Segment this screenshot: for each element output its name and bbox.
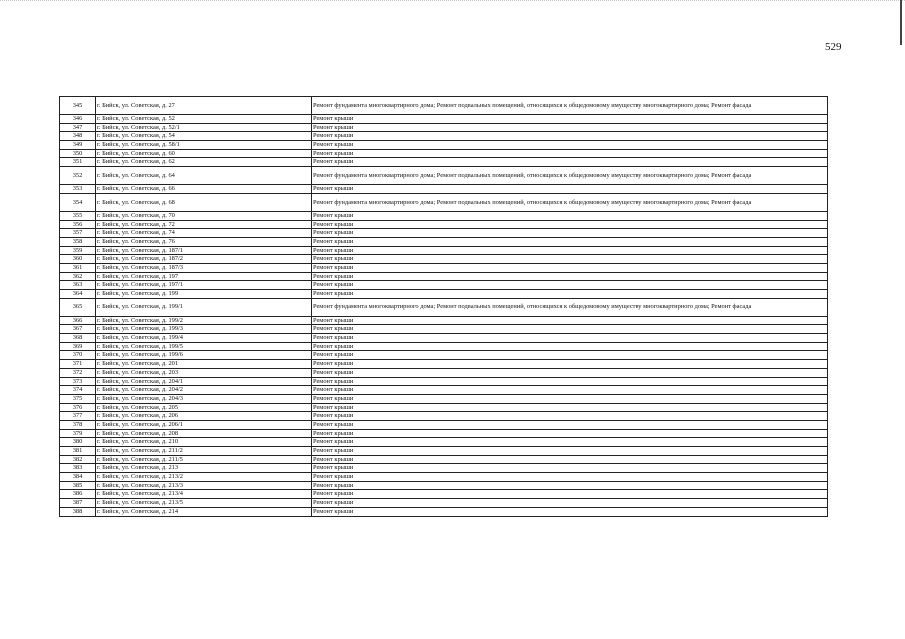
address-cell: г. Бийск, ул. Советская, д. 74: [96, 229, 312, 238]
table-row: [60, 97, 828, 115]
row-number-cell: 382: [60, 455, 96, 464]
table-row: [60, 377, 828, 386]
address-cell: г. Бийск, ул. Советская, д. 199: [96, 290, 312, 299]
work-type-cell: Ремонт крыши: [312, 429, 828, 438]
address-cell: г. Бийск, ул. Советская, д. 60: [96, 149, 312, 158]
table-row: [60, 394, 828, 403]
row-number-cell: 362: [60, 272, 96, 281]
table-row: [60, 447, 828, 456]
work-type-cell: Ремонт крыши: [312, 412, 828, 421]
address-cell: г. Бийск, ул. Советская, д. 210: [96, 438, 312, 447]
table-row: [60, 141, 828, 150]
work-type-cell: Ремонт крыши: [312, 438, 828, 447]
work-type-cell: Ремонт крыши: [312, 377, 828, 386]
table-row: [60, 255, 828, 264]
row-number-cell: 378: [60, 420, 96, 429]
row-number-cell: 366: [60, 316, 96, 325]
work-type-cell: Ремонт крыши: [312, 499, 828, 508]
address-cell: г. Бийск, ул. Советская, д. 54: [96, 132, 312, 141]
address-cell: г. Бийск, ул. Советская, д. 211/2: [96, 447, 312, 456]
address-cell: г. Бийск, ул. Советская, д. 72: [96, 220, 312, 229]
address-cell: г. Бийск, ул. Советская, д. 27: [96, 97, 312, 115]
address-cell: г. Бийск, ул. Советская, д. 197: [96, 272, 312, 281]
address-cell: г. Бийск, ул. Советская, д. 187/2: [96, 255, 312, 264]
address-cell: г. Бийск, ул. Советская, д. 52: [96, 115, 312, 124]
address-cell: г. Бийск, ул. Советская, д. 187/1: [96, 246, 312, 255]
table-row: [60, 115, 828, 124]
row-number-cell: 377: [60, 412, 96, 421]
table-row: [60, 123, 828, 132]
row-number-cell: 372: [60, 368, 96, 377]
row-number-cell: 345: [60, 97, 96, 115]
work-type-cell: Ремонт крыши: [312, 351, 828, 360]
address-cell: г. Бийск, ул. Советская, д. 199/3: [96, 325, 312, 334]
work-type-cell: Ремонт крыши: [312, 507, 828, 516]
row-number-cell: 346: [60, 115, 96, 124]
address-cell: г. Бийск, ул. Советская, д. 211/5: [96, 455, 312, 464]
table-row: [60, 167, 828, 185]
work-type-cell: Ремонт фундамента многоквартирного дома; Ремонт подвальных помещений, относящихся к общедомовому имуществу многоквартирного дома; Ремонт фасада: [312, 167, 828, 185]
scan-top-edge: [0, 0, 905, 4]
address-cell: г. Бийск, ул. Советская, д. 204/3: [96, 394, 312, 403]
table-row: [60, 237, 828, 246]
table-row: [60, 368, 828, 377]
address-cell: г. Бийск, ул. Советская, д. 206/1: [96, 420, 312, 429]
work-type-cell: Ремонт фундамента многоквартирного дома; Ремонт подвальных помещений, относящихся к общедомовому имуществу многоквартирного дома; Ремонт фасада: [312, 97, 828, 115]
table-row: [60, 316, 828, 325]
work-type-cell: Ремонт крыши: [312, 158, 828, 167]
table-row: [60, 290, 828, 299]
table-row: [60, 351, 828, 360]
row-number-cell: 369: [60, 342, 96, 351]
table-row: [60, 193, 828, 211]
address-cell: г. Бийск, ул. Советская, д. 199/1: [96, 298, 312, 316]
row-number-cell: 357: [60, 229, 96, 238]
row-number-cell: 349: [60, 141, 96, 150]
work-type-cell: Ремонт крыши: [312, 290, 828, 299]
table-row: [60, 158, 828, 167]
address-cell: г. Бийск, ул. Советская, д. 199/4: [96, 334, 312, 343]
address-cell: г. Бийск, ул. Советская, д. 208: [96, 429, 312, 438]
address-cell: г. Бийск, ул. Советская, д. 213/5: [96, 499, 312, 508]
row-number-cell: 355: [60, 211, 96, 220]
table-row: [60, 420, 828, 429]
table-row: [60, 246, 828, 255]
table-row: [60, 507, 828, 516]
work-type-cell: Ремонт крыши: [312, 255, 828, 264]
table-row: [60, 473, 828, 482]
table-row: [60, 281, 828, 290]
work-type-cell: Ремонт крыши: [312, 281, 828, 290]
address-cell: г. Бийск, ул. Советская, д. 201: [96, 360, 312, 369]
work-type-cell: Ремонт крыши: [312, 386, 828, 395]
work-type-cell: Ремонт крыши: [312, 220, 828, 229]
row-number-cell: 381: [60, 447, 96, 456]
address-cell: г. Бийск, ул. Советская, д. 213/4: [96, 490, 312, 499]
row-number-cell: 354: [60, 193, 96, 211]
row-number-cell: 387: [60, 499, 96, 508]
address-cell: г. Бийск, ул. Советская, д. 206: [96, 412, 312, 421]
work-type-cell: Ремонт крыши: [312, 403, 828, 412]
work-type-cell: Ремонт крыши: [312, 237, 828, 246]
row-number-cell: 375: [60, 394, 96, 403]
address-cell: г. Бийск, ул. Советская, д. 62: [96, 158, 312, 167]
address-cell: г. Бийск, ул. Советская, д. 187/3: [96, 263, 312, 272]
row-number-cell: 383: [60, 464, 96, 473]
table-row: [60, 412, 828, 421]
work-type-cell: Ремонт крыши: [312, 316, 828, 325]
address-cell: г. Бийск, ул. Советская, д. 204/1: [96, 377, 312, 386]
row-number-cell: 379: [60, 429, 96, 438]
address-cell: г. Бийск, ул. Советская, д. 66: [96, 185, 312, 194]
work-type-cell: Ремонт крыши: [312, 368, 828, 377]
row-number-cell: 361: [60, 263, 96, 272]
work-type-cell: Ремонт крыши: [312, 481, 828, 490]
row-number-cell: 364: [60, 290, 96, 299]
register-table-body: [60, 97, 828, 517]
address-cell: г. Бийск, ул. Советская, д. 58/1: [96, 141, 312, 150]
row-number-cell: 370: [60, 351, 96, 360]
row-number-cell: 359: [60, 246, 96, 255]
table-row: [60, 438, 828, 447]
address-cell: г. Бийск, ул. Советская, д. 52/1: [96, 123, 312, 132]
table-row: [60, 272, 828, 281]
table-row: [60, 325, 828, 334]
table-row: [60, 298, 828, 316]
address-cell: г. Бийск, ул. Советская, д. 64: [96, 167, 312, 185]
scan-right-edge: [900, 0, 902, 45]
address-cell: г. Бийск, ул. Советская, д. 70: [96, 211, 312, 220]
row-number-cell: 363: [60, 281, 96, 290]
row-number-cell: 348: [60, 132, 96, 141]
row-number-cell: 367: [60, 325, 96, 334]
work-type-cell: Ремонт крыши: [312, 342, 828, 351]
address-cell: г. Бийск, ул. Советская, д. 213/2: [96, 473, 312, 482]
work-type-cell: Ремонт крыши: [312, 325, 828, 334]
table-row: [60, 229, 828, 238]
work-type-cell: Ремонт крыши: [312, 490, 828, 499]
work-type-cell: Ремонт крыши: [312, 115, 828, 124]
table-row: [60, 499, 828, 508]
row-number-cell: 373: [60, 377, 96, 386]
work-type-cell: Ремонт крыши: [312, 263, 828, 272]
work-type-cell: Ремонт крыши: [312, 447, 828, 456]
work-type-cell: Ремонт крыши: [312, 123, 828, 132]
work-type-cell: Ремонт крыши: [312, 149, 828, 158]
table-row: [60, 185, 828, 194]
table-row: [60, 334, 828, 343]
row-number-cell: 347: [60, 123, 96, 132]
table-row: [60, 132, 828, 141]
table-row: [60, 263, 828, 272]
work-type-cell: Ремонт крыши: [312, 360, 828, 369]
table-row: [60, 490, 828, 499]
work-type-cell: Ремонт крыши: [312, 334, 828, 343]
address-cell: г. Бийск, ул. Советская, д. 204/2: [96, 386, 312, 395]
work-type-cell: Ремонт фундамента многоквартирного дома; Ремонт подвальных помещений, относящихся к общедомовому имуществу многоквартирного дома; Ремонт фасада: [312, 193, 828, 211]
row-number-cell: 388: [60, 507, 96, 516]
table-row: [60, 342, 828, 351]
address-cell: г. Бийск, ул. Советская, д. 214: [96, 507, 312, 516]
table-row: [60, 403, 828, 412]
row-number-cell: 368: [60, 334, 96, 343]
row-number-cell: 374: [60, 386, 96, 395]
table-row: [60, 360, 828, 369]
address-cell: г. Бийск, ул. Советская, д. 213: [96, 464, 312, 473]
work-type-cell: Ремонт крыши: [312, 211, 828, 220]
work-type-cell: Ремонт крыши: [312, 420, 828, 429]
address-cell: г. Бийск, ул. Советская, д. 199/2: [96, 316, 312, 325]
work-type-cell: Ремонт крыши: [312, 272, 828, 281]
work-type-cell: Ремонт крыши: [312, 185, 828, 194]
address-cell: г. Бийск, ул. Советская, д. 205: [96, 403, 312, 412]
work-type-cell: Ремонт крыши: [312, 141, 828, 150]
register-table: [59, 96, 828, 517]
row-number-cell: 360: [60, 255, 96, 264]
work-type-cell: Ремонт крыши: [312, 229, 828, 238]
row-number-cell: 351: [60, 158, 96, 167]
table-row: [60, 220, 828, 229]
table-row: [60, 386, 828, 395]
work-type-cell: Ремонт крыши: [312, 473, 828, 482]
table-row: [60, 429, 828, 438]
row-number-cell: 350: [60, 149, 96, 158]
table-row: [60, 149, 828, 158]
address-cell: г. Бийск, ул. Советская, д. 76: [96, 237, 312, 246]
work-type-cell: Ремонт крыши: [312, 246, 828, 255]
work-type-cell: Ремонт крыши: [312, 132, 828, 141]
work-type-cell: Ремонт крыши: [312, 455, 828, 464]
row-number-cell: 353: [60, 185, 96, 194]
row-number-cell: 380: [60, 438, 96, 447]
work-type-cell: Ремонт крыши: [312, 464, 828, 473]
page-number: 529: [825, 41, 842, 53]
row-number-cell: 385: [60, 481, 96, 490]
table-row: [60, 464, 828, 473]
row-number-cell: 376: [60, 403, 96, 412]
address-cell: г. Бийск, ул. Советская, д. 213/3: [96, 481, 312, 490]
row-number-cell: 384: [60, 473, 96, 482]
row-number-cell: 365: [60, 298, 96, 316]
work-type-cell: Ремонт крыши: [312, 394, 828, 403]
row-number-cell: 356: [60, 220, 96, 229]
work-type-cell: Ремонт фундамента многоквартирного дома; Ремонт подвальных помещений, относящихся к общедомовому имуществу многоквартирного дома; Ремонт фасада: [312, 298, 828, 316]
table-row: [60, 481, 828, 490]
address-cell: г. Бийск, ул. Советская, д. 203: [96, 368, 312, 377]
address-cell: г. Бийск, ул. Советская, д. 68: [96, 193, 312, 211]
row-number-cell: 352: [60, 167, 96, 185]
address-cell: г. Бийск, ул. Советская, д. 199/5: [96, 342, 312, 351]
address-cell: г. Бийск, ул. Советская, д. 197/1: [96, 281, 312, 290]
table-row: [60, 211, 828, 220]
row-number-cell: 358: [60, 237, 96, 246]
table-row: [60, 455, 828, 464]
row-number-cell: 371: [60, 360, 96, 369]
address-cell: г. Бийск, ул. Советская, д. 199/6: [96, 351, 312, 360]
row-number-cell: 386: [60, 490, 96, 499]
